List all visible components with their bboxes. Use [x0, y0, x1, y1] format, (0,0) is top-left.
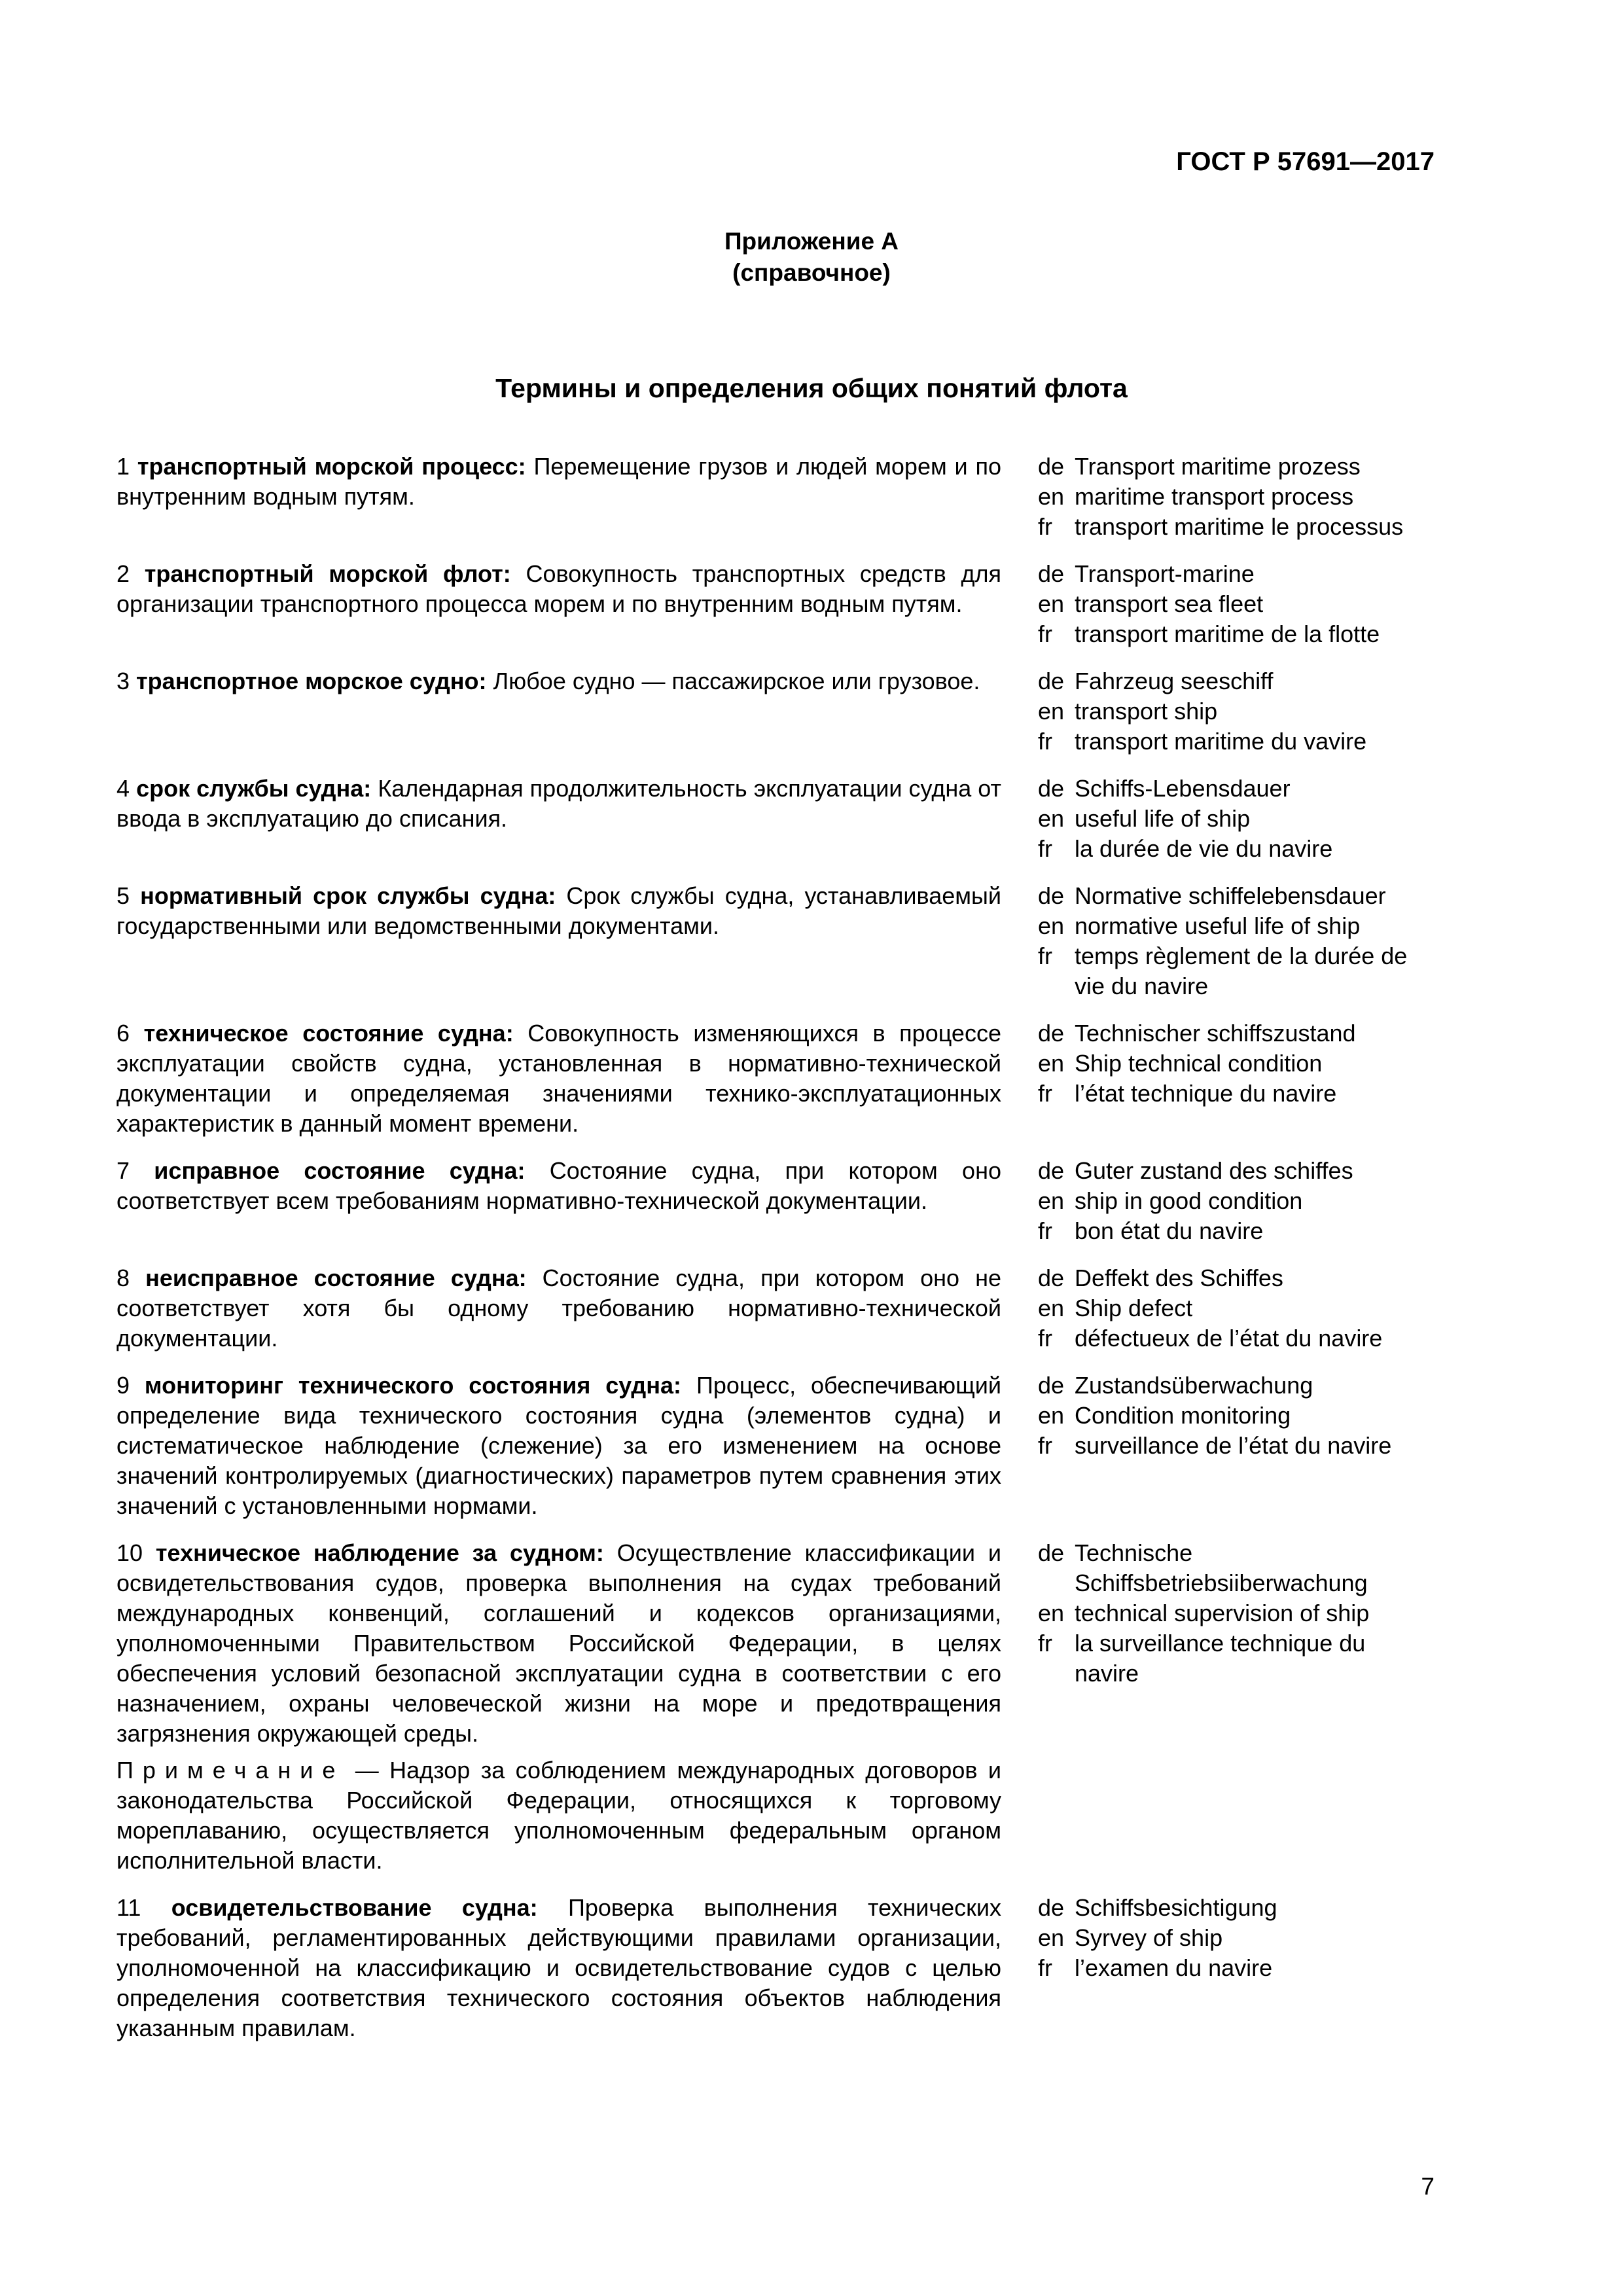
term-name: срок службы судна:	[136, 775, 372, 802]
term-entry	[116, 1263, 1445, 1354]
equivalent-term: Normative schiffelebensdauer	[1075, 882, 1386, 909]
term-entry	[116, 774, 1445, 864]
equivalent-term: Transport-marine	[1075, 560, 1255, 587]
language-code: fr	[1038, 835, 1052, 862]
language-code: de	[1038, 560, 1065, 587]
language-code: en	[1038, 1295, 1065, 1321]
equivalent-term: Guter zustand des schiffes	[1075, 1157, 1353, 1184]
language-code: fr	[1038, 1217, 1052, 1244]
equivalent-en	[1038, 804, 1431, 834]
equivalent-fr	[1038, 834, 1431, 864]
term-number: 4	[116, 775, 130, 802]
equivalent-de	[1038, 774, 1431, 804]
term-entry	[116, 881, 1445, 1001]
equivalent-term: Schiffsbesichtigung	[1075, 1894, 1277, 1921]
equivalent-term: transport maritime du vavire	[1075, 728, 1367, 755]
term-definition	[116, 774, 1001, 864]
language-code: fr	[1038, 728, 1052, 755]
term-entry	[116, 1538, 1445, 1876]
term-number: 2	[116, 560, 130, 587]
term-definition	[116, 1538, 1001, 1876]
equivalent-en	[1038, 1293, 1431, 1323]
language-code: en	[1038, 912, 1065, 939]
foreign-equivalents	[1038, 774, 1431, 864]
term-name: неисправное состояние судна:	[145, 1265, 527, 1291]
equivalent-term: Condition monitoring	[1075, 1402, 1291, 1429]
equivalent-de	[1038, 1263, 1431, 1293]
language-code: fr	[1038, 1630, 1052, 1657]
language-code: fr	[1038, 1432, 1052, 1459]
equivalent-term: Syrvey of ship	[1075, 1924, 1223, 1951]
annex-heading	[0, 226, 1623, 289]
term-number: 5	[116, 882, 130, 909]
term-name: нормативный срок службы судна:	[140, 882, 556, 909]
equivalent-de	[1038, 452, 1431, 482]
language-code: de	[1038, 1265, 1065, 1291]
language-code: fr	[1038, 513, 1052, 540]
term-name: исправное состояние судна:	[154, 1157, 526, 1184]
term-text: Проверка выполнения технических требований, регламентированных действующими правилами организации, уполномоченной на классификацию и освидетельствование судов с целью определения соответствия технического состояния объектов наблюдения указанным правилам.	[116, 1894, 1001, 2041]
term-definition	[116, 881, 1001, 1001]
language-code: en	[1038, 590, 1065, 617]
equivalent-term: bon état du navire	[1075, 1217, 1264, 1244]
term-text: Совокупность транспортных средств для организации транспортного процесса морем и по внутренним водным путям.	[116, 560, 1001, 617]
term-note	[116, 1755, 1001, 1876]
equivalent-fr	[1038, 726, 1431, 757]
term-entry	[116, 1893, 1445, 2043]
equivalent-term: la surveillance technique du navire	[1075, 1630, 1366, 1687]
term-definition	[116, 1156, 1001, 1246]
term-number: 9	[116, 1372, 130, 1399]
term-entry	[116, 1156, 1445, 1246]
equivalent-fr	[1038, 1953, 1431, 1983]
language-code: en	[1038, 1402, 1065, 1429]
equivalent-en	[1038, 911, 1431, 941]
language-code: en	[1038, 483, 1065, 510]
term-definition	[116, 452, 1001, 542]
equivalent-term: Technischer schiffszustand	[1075, 1020, 1356, 1047]
language-code: de	[1038, 668, 1065, 694]
equivalent-term: transport ship	[1075, 698, 1218, 725]
equivalent-en	[1038, 482, 1431, 512]
equivalent-de	[1038, 1538, 1431, 1598]
equivalent-term: Fahrzeug seeschiff	[1075, 668, 1274, 694]
equivalent-term: maritime transport process	[1075, 483, 1354, 510]
language-code: fr	[1038, 1080, 1052, 1107]
equivalent-fr	[1038, 512, 1431, 542]
equivalent-fr	[1038, 1079, 1431, 1109]
foreign-equivalents	[1038, 1538, 1431, 1876]
equivalent-en	[1038, 1186, 1431, 1216]
equivalent-term: la durée de vie du navire	[1075, 835, 1333, 862]
term-text: Осуществление классификации и освидетельствования судов, проверка выполнения на судах требований международных конвенций, соглашений и кодексов организациями, уполномоченными Правительством Российской Федерации, в целях обеспечения условий безопасной эксплуатации судна в соответствии с его назначением, охраны человеческой жизни на море и предотвращения загрязнения окружающей среды.	[116, 1539, 1001, 1747]
equivalent-term: transport sea fleet	[1075, 590, 1264, 617]
language-code: en	[1038, 1600, 1065, 1626]
language-code: en	[1038, 1924, 1065, 1951]
term-name: транспортный морской флот:	[144, 560, 511, 587]
term-number: 1	[116, 453, 130, 480]
terms-list	[116, 452, 1445, 2043]
term-number: 10	[116, 1539, 143, 1566]
equivalent-term: l’examen du navire	[1075, 1954, 1273, 1981]
equivalent-fr	[1038, 1431, 1431, 1461]
equivalent-term: Zustandsüberwachung	[1075, 1372, 1313, 1399]
equivalent-de	[1038, 1371, 1431, 1401]
equivalent-term: Transport maritime prozess	[1075, 453, 1361, 480]
equivalent-en	[1038, 589, 1431, 619]
language-code: fr	[1038, 620, 1052, 647]
term-entry	[116, 1371, 1445, 1521]
language-code: fr	[1038, 1954, 1052, 1981]
equivalent-de	[1038, 559, 1431, 589]
foreign-equivalents	[1038, 452, 1431, 542]
equivalent-term: défectueux de l’état du navire	[1075, 1325, 1383, 1352]
language-code: de	[1038, 1157, 1065, 1184]
language-code: de	[1038, 1539, 1065, 1566]
term-text: Календарная продолжительность эксплуатации судна от ввода в эксплуатацию до списания.	[116, 775, 1001, 832]
term-name: техническое наблюдение за судном:	[155, 1539, 604, 1566]
equivalent-fr	[1038, 1628, 1431, 1689]
annex-title: Приложение А	[724, 228, 899, 255]
term-text: Любое судно — пассажирское или грузовое.	[493, 668, 980, 694]
term-number: 3	[116, 668, 130, 694]
language-code: en	[1038, 698, 1065, 725]
equivalent-fr	[1038, 1323, 1431, 1354]
foreign-equivalents	[1038, 1263, 1431, 1354]
equivalent-term: technical supervision of ship	[1075, 1600, 1370, 1626]
note-text: — Надзор за соблюдением международных договоров и законодательства Российской Федерации, относящихся к торговому мореплаванию, осуществляется уполномоченным федеральным органом исполнительной власти.	[116, 1757, 1001, 1874]
term-text: Перемещение грузов и людей морем и по внутренним водным путям.	[116, 453, 1001, 510]
equivalent-term: transport maritime de la flotte	[1075, 620, 1380, 647]
language-code: de	[1038, 882, 1065, 909]
equivalent-term: normative useful life of ship	[1075, 912, 1361, 939]
document-id-header: ГОСТ Р 57691—2017	[1176, 147, 1435, 176]
equivalent-term: surveillance de l’état du navire	[1075, 1432, 1392, 1459]
term-definition	[116, 1371, 1001, 1521]
equivalent-fr	[1038, 941, 1431, 1001]
equivalent-en	[1038, 1401, 1431, 1431]
equivalent-de	[1038, 1893, 1431, 1923]
term-text: Совокупность изменяющихся в процессе эксплуатации свойств судна, установленная в нормативно-технической документации и определяемая значениями технико-эксплуатационных характеристик в данный момент времени.	[116, 1020, 1001, 1137]
page-number: 7	[1421, 2173, 1435, 2200]
language-code: de	[1038, 1894, 1065, 1921]
foreign-equivalents	[1038, 1371, 1431, 1521]
term-entry	[116, 452, 1445, 542]
equivalent-term: l’état technique du navire	[1075, 1080, 1337, 1107]
term-definition	[116, 1018, 1001, 1139]
equivalent-term: ship in good condition	[1075, 1187, 1303, 1214]
equivalent-de	[1038, 881, 1431, 911]
equivalent-en	[1038, 1923, 1431, 1953]
term-entry	[116, 559, 1445, 649]
foreign-equivalents	[1038, 1893, 1431, 2043]
term-number: 7	[116, 1157, 130, 1184]
term-text: Состояние судна, при котором оно соответствует всем требованиям нормативно-технической документации.	[116, 1157, 1001, 1214]
term-text: Процесс, обеспечивающий определение вида технического состояния судна (элементов судна) и систематическое наблюдение (слежение) за его изменением на основе значений контролируемых (диагностических) параметров путем сравнения этих значений с установленными нормами.	[116, 1372, 1001, 1519]
equivalent-term: Ship defect	[1075, 1295, 1193, 1321]
term-entry	[116, 666, 1445, 757]
annex-status: (справочное)	[732, 259, 891, 286]
term-definition	[116, 1263, 1001, 1354]
equivalent-term: Ship technical condition	[1075, 1050, 1323, 1077]
language-code: en	[1038, 1050, 1065, 1077]
equivalent-term: temps règlement de la durée de vie du navire	[1075, 942, 1408, 999]
foreign-equivalents	[1038, 559, 1431, 649]
term-name: транспортное морское судно:	[136, 668, 487, 694]
language-code: fr	[1038, 1325, 1052, 1352]
equivalent-de	[1038, 1018, 1431, 1049]
language-code: fr	[1038, 942, 1052, 969]
equivalent-term: Deffekt des Schiffes	[1075, 1265, 1283, 1291]
equivalent-en	[1038, 1598, 1431, 1628]
term-definition	[116, 1893, 1001, 2043]
language-code: de	[1038, 775, 1065, 802]
term-number: 6	[116, 1020, 130, 1047]
equivalent-fr	[1038, 619, 1431, 649]
foreign-equivalents	[1038, 1018, 1431, 1139]
language-code: en	[1038, 805, 1065, 832]
equivalent-de	[1038, 666, 1431, 696]
language-code: de	[1038, 1372, 1065, 1399]
term-definition	[116, 666, 1001, 757]
equivalent-term: transport maritime le processus	[1075, 513, 1404, 540]
equivalent-term: Schiffs-Lebensdauer	[1075, 775, 1291, 802]
equivalent-en	[1038, 696, 1431, 726]
foreign-equivalents	[1038, 881, 1431, 1001]
term-entry	[116, 1018, 1445, 1139]
term-name: техническое состояние судна:	[143, 1020, 514, 1047]
equivalent-term: Technische Schiffsbetriebsiiberwachung	[1075, 1539, 1368, 1596]
equivalent-term: useful life of ship	[1075, 805, 1251, 832]
equivalent-fr	[1038, 1216, 1431, 1246]
foreign-equivalents	[1038, 666, 1431, 757]
note-label: Примечание	[116, 1757, 345, 1784]
term-definition	[116, 559, 1001, 649]
equivalent-en	[1038, 1049, 1431, 1079]
section-title: Термины и определения общих понятий флота	[495, 373, 1128, 403]
term-text: Состояние судна, при котором оно не соответствует хотя бы одному требованию нормативно-технической документации.	[116, 1265, 1001, 1352]
term-number: 11	[116, 1894, 141, 1921]
language-code: en	[1038, 1187, 1065, 1214]
equivalent-de	[1038, 1156, 1431, 1186]
term-number: 8	[116, 1265, 130, 1291]
term-name: транспортный морской процесс:	[137, 453, 526, 480]
term-name: освидетельствование судна:	[171, 1894, 538, 1921]
foreign-equivalents	[1038, 1156, 1431, 1246]
language-code: de	[1038, 1020, 1065, 1047]
term-name: мониторинг технического состояния судна:	[144, 1372, 682, 1399]
term-text: Срок службы судна, устанавливаемый государственными или ведомственными документами.	[116, 882, 1001, 939]
language-code: de	[1038, 453, 1065, 480]
